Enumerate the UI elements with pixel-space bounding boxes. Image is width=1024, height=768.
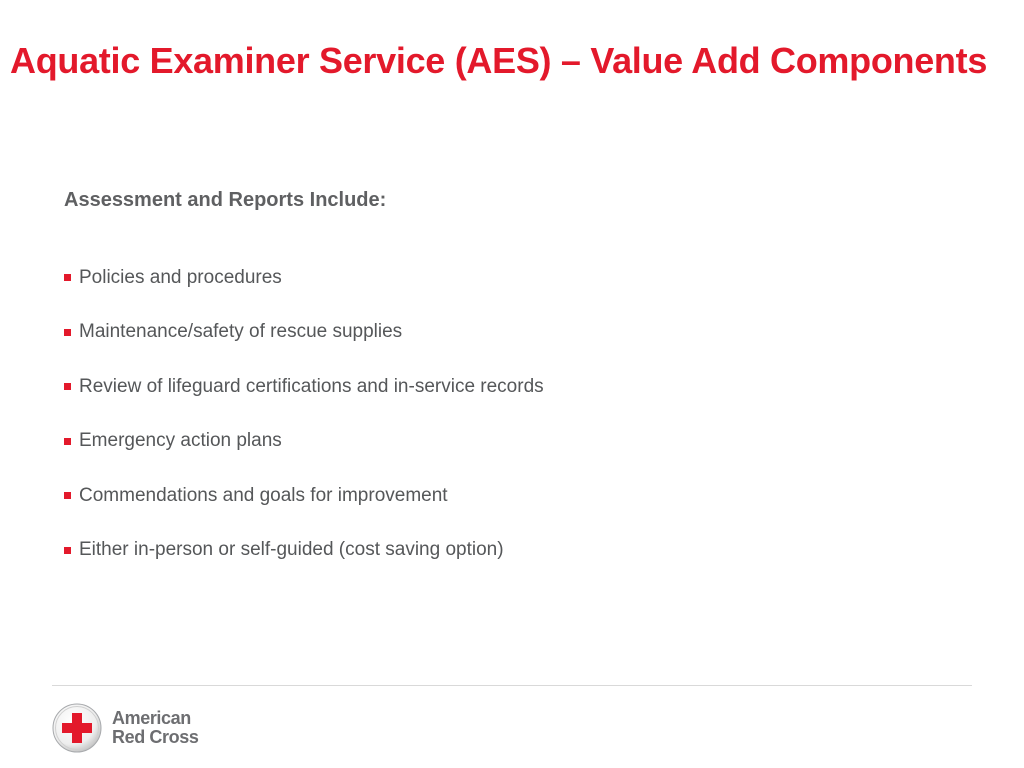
american-red-cross-logo — [52, 703, 198, 753]
bullet-item — [64, 264, 544, 291]
footer-divider — [52, 685, 972, 686]
logo-line-2: Red Cross — [112, 727, 199, 747]
bullet-item — [64, 482, 544, 509]
bullet-text: Policies and procedures — [79, 266, 282, 288]
bullet-text: Maintenance/safety of rescue supplies — [79, 321, 403, 343]
square-bullet-icon — [64, 547, 71, 554]
square-bullet-icon — [64, 329, 71, 336]
square-bullet-icon — [64, 383, 71, 390]
bullet-item — [64, 319, 544, 346]
bullet-item — [64, 428, 544, 455]
bullet-list — [64, 264, 544, 592]
bullet-text: Review of lifeguard certifications and in-service records — [79, 375, 544, 397]
bullet-text: Commendations and goals for improvement — [79, 484, 448, 506]
logo-line-1: American — [112, 708, 191, 728]
bullet-text: Emergency action plans — [79, 430, 282, 452]
slide-title: Aquatic Examiner Service (AES) – Value Add Components — [10, 40, 988, 81]
bullet-item — [64, 373, 544, 400]
logo-wordmark — [112, 709, 198, 747]
bullet-text: Either in-person or self-guided (cost saving option) — [79, 539, 504, 561]
bullet-item — [64, 537, 544, 564]
square-bullet-icon — [64, 492, 71, 499]
square-bullet-icon — [64, 274, 71, 281]
square-bullet-icon — [64, 438, 71, 445]
red-cross-emblem-icon — [52, 703, 102, 753]
section-heading: Assessment and Reports Include: — [64, 189, 387, 211]
